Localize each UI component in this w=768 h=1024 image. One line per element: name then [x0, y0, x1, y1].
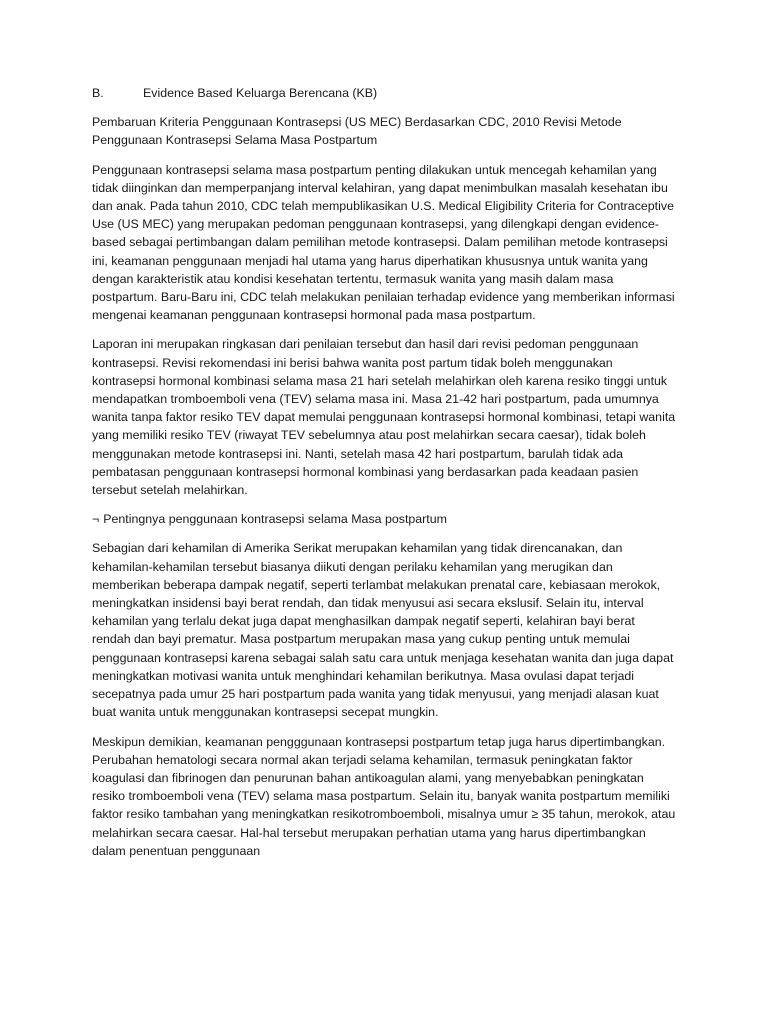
section-title: Evidence Based Keluarga Berencana (KB): [143, 86, 378, 100]
paragraph-intro: Penggunaan kontrasepsi selama masa postpartum penting dilakukan untuk mencegah kehamilan yang tidak diinginkan dan memperpanjang interval kelahiran, yang dapat menimbulkan masalah kesehatan ibu dan anak. Pada tahun 2010, CDC telah mempublikasikan U.S. Medical Eligibility Criteria for Contraceptive Use (US MEC) yang merupakan pedoman penggunaan kontrasepsi, yang dilengkapi dengan evidence-based sebagai pertimbangan dalam pemilihan metode kontrasepsi. Dalam pemilihan metode kontrasepsi ini, keamanan penggunaan menjadi hal utama yang harus diperhatikan khususnya untuk wanita yang dengan karakteristik atau kondisi kesehatan tertentu, termasuk wanita yang masih dalam masa postpartum. Baru-Baru ini, CDC telah melakukan penilaian terhadap evidence yang memberikan informasi mengenai keamanan penggunaan kontrasepsi hormonal pada masa postpartum.: [92, 162, 675, 323]
paragraph-safety: Meskipun demikian, keamanan pengggunaan kontrasepsi postpartum tetap juga harus dipertimbangkan. Perubahan hematologi secara normal akan terjadi selama kehamilan, termasuk peningkatan faktor koagulasi dan fibrinogen dan penurunan bahan antikoagulan alami, yang menyebabkan peningkatan resiko tromboemboli vena (TEV) selama masa postpartum. Selain itu, banyak wanita postpartum memiliki faktor resiko tambahan yang meningkatkan resikotromboemboli, misalnya umur ≥ 35 tahun, merokok, atau melahirkan secara caesar. Hal-hal tersebut merupakan perhatian utama yang harus dipertimbangkan dalam penentuan penggunaan: [92, 734, 676, 858]
section-letter: B.: [92, 86, 104, 100]
document-subtitle: Pembaruan Kriteria Penggunaan Kontrasepsi (US MEC) Berdasarkan CDC, 2010 Revisi Metode Penggunaan Kontrasepsi Selama Masa Postpartum: [92, 115, 622, 148]
document-body: [92, 84, 676, 871]
bullet-heading: [92, 510, 676, 528]
bullet-heading-text: Pentingnya penggunaan kontrasepsi selama Masa postpartum: [103, 512, 447, 527]
paragraph-report-summary: Laporan ini merupakan ringkasan dari penilaian tersebut dan hasil dari revisi pedoman penggunaan kontrasepsi. Revisi rekomendasi ini berisi bahwa wanita post partum tidak boleh menggunakan kontrasepsi hormonal kombinasi selama masa 21 hari setelah melahirkan oleh karena resiko tinggi untuk mendapatkan tromboemboli vena (TEV) selama masa ini. Masa 21-42 hari postpartum, pada umumnya wanita tanpa faktor resiko TEV dapat memulai penggunaan kontrasepsi hormonal kombinasi, tetapi wanita yang memiliki resiko TEV (riwayat TEV sebelumnya atau post melahirkan secara caesar), tidak boleh menggunakan metode kontrasepsi ini. Nanti, setelah masa 42 hari postpartum, barulah tidak ada pembatasan penggunaan kontrasepsi hormonal kombinasi yang berdasarkan pada keadaan pasien tersebut setelah melahirkan.: [92, 337, 676, 498]
section-heading: [92, 84, 676, 102]
paragraph-unplanned-pregnancy: Sebagian dari kehamilan di Amerika Serikat merupakan kehamilan yang tidak direncanakan, dan kehamilan-kehamilan tersebut biasanya diikuti dengan perilaku kehamilan yang merugikan dan memberikan beberapa dampak negatif, seperti terlambat melakukan prenatal care, kebiasaan merokok, meningkatkan insidensi bayi berat rendah, dan tidak menyusui asi secara ekslusif. Selain itu, interval kehamilan yang terlalu dekat juga dapat menghasilkan dampak negatif seperti, kelahiran bayi berat rendah dan bayi prematur. Masa postpartum merupakan masa yang cukup penting untuk memulai penggunaan kontrasepsi karena sebagai salah satu cara untuk menjaga kesehatan wanita dan juga dapat meningkatkan motivasi wanita untuk menghindari kehamilan berikutnya. Masa ovulasi dapat terjadi secepatnya pada umur 25 hari postpartum pada wanita yang tidak menyusui, yang menjadi alasan kuat buat wanita untuk menggunakan kontrasepsi secepat mungkin.: [92, 541, 674, 720]
bullet-mark: ¬: [92, 512, 100, 527]
